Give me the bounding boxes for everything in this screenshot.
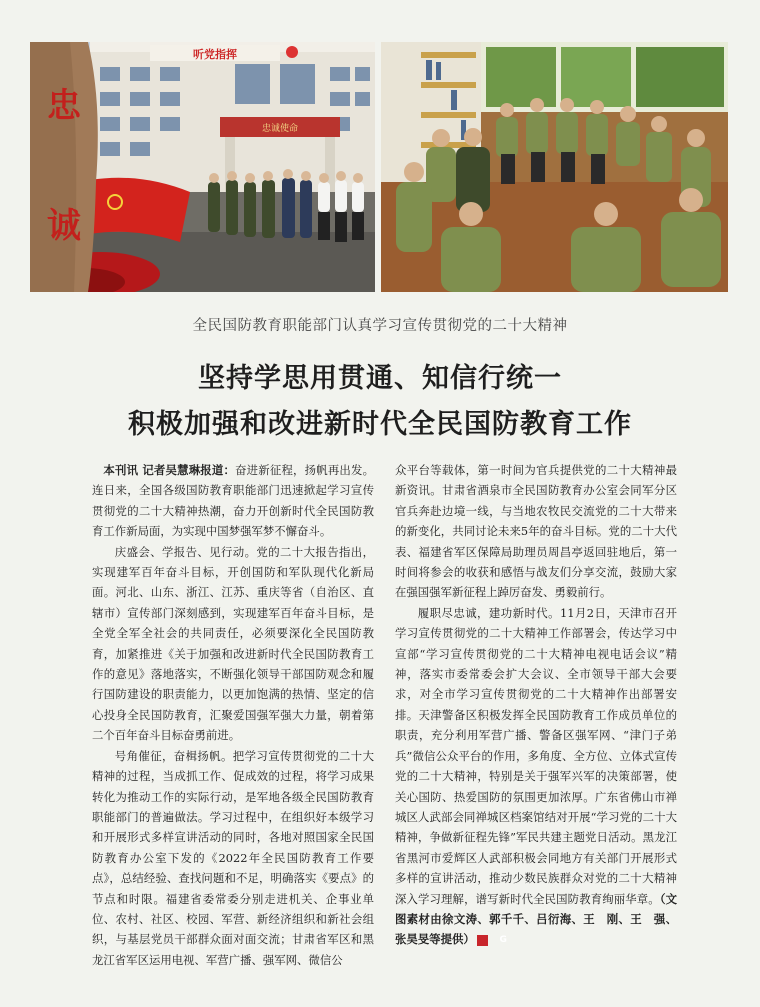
article-subtitle: 全民国防教育职能部门认真学习宣传贯彻党的二十大精神 [192,318,568,334]
photo-flag-ceremony [30,42,375,292]
paragraph-3-part-1: 号角催征，奋楫扬帆。把学习宣传贯彻党的二十大精神的过程，当成抓工作、促成效的过程，将学习成果转化为推动工作的实际行动，是军地各级全民国防教育职能部门的普遍做法。学习过程中，在组织好本级学习和开展形式多样宣讲活动的同时，各地对照国家全民国防教育办公室下发的《2022年全民国防教育工作要点》，总结经验、查找问题和不足，明确落实《要点》的节点和时限。福建省委常委分别走进机关、企事业单位、农村、社区、校园、军营、新经济组织和新社会组织，与基层党员干部群众面对面交流；甘肃省军区和黑龙江省军区运用电视、军营广播、强军网、微信公 [92,748,374,967]
byline: 本刊讯 记者吴慧琳报道： [103,463,236,477]
banner-text: 忠诚使命 [261,124,299,134]
paragraph-1-text: 奋进新征程，扬帆再出发。连日来，全国各级国防教育职能部门迅速掀起学习宣传贯彻党的二十大精神热潮，奋力开创新时代全民国防教育工作新局面，为实现中国梦强军梦不懈奋斗。 [92,463,374,539]
paragraph-4 [395,603,677,950]
headline-line-2: 积极加强和改进新时代全民国防教育工作 [128,409,632,440]
paragraph-4-text: 履职尽忠诚，建功新时代。11月2日，天津市召开学习宣传贯彻党的二十大精神工作部署会，传达学习中宣部“学习宣传贯彻党的二十大精神电视电话会议”精神，落实市委常委会扩大会议、全市领导干部大会要求，对全市学习宣传贯彻党的二十大精神作出部署安排。天津警备区积极发挥全民国防教育工作成员单位的职责，充分利用军营广播、警备区强军网、“津门子弟兵”微信公众平台的作用，多角度、全方位、立体式宣传党的二十大精神，特别是关于强军兴军的决策部署，使关心国防、热爱国防的氛围更加浓厚。广东省佛山市禅城区人武部会同禅城区档案馆结对开展“学习党的二十大精神，争做新征程先锋”军民共建主题党日活动。黑龙江省黑河市爱辉区人武部积极会同地方有关部门开展形式多样的宣讲活动，推动少数民族群众对党的二十大精神深入学习理解，谱写新时代全民国防教育绚丽华章。 [395,605,677,906]
headline-line-1: 坚持学思用贯通、知信行统一 [198,363,562,394]
end-mark-icon: G [477,935,488,946]
sign-text: 听党指挥 [193,48,237,61]
paragraph-1 [92,460,374,542]
paragraph-2: 庆盛会、学报告、见行动。党的二十大报告指出，实现建军百年奋斗目标，开创国防和军队现代化新局面。河北、山东、浙江、江苏、重庆等省（自治区、直辖市）宣传部门深刻感到，实现建军百年奋斗目标，是全党全军全社会的共同责任，必须要深化全民国防教育，加紧推进《关于加强和改进新时代全民国防教育工作的意见》落地落实，不断强化领导干部国防观念和履行国防建设的职责能力，以更加饱满的热情、坚定的信心投身全民国防教育，汇聚爱国强军强大力量，朝着第二个百年奋斗目标奋勇前进。 [92,544,374,743]
stone-char-1: 忠 [47,86,81,126]
article-column-right [395,460,677,950]
stone-char-2: 诚 [47,206,81,246]
paragraph-3-part-2: 众平台等载体，第一时间为官兵提供党的二十大精神最新资讯。甘肃省酒泉市全民国防教育办公室会同军分区官兵奔赴边境一线，与当地农牧民交流党的二十大带来的新变化，共同讨论未来5年的奋斗目标。党的二十大代表、福建省军区保障局助理员周昌亭返回驻地后，第一时间将参会的收获和感悟与战友们分享交流，鼓励大家在强国强军新征程上踔厉奋发、勇毅前行。 [395,463,677,600]
photo-credit: （文图素材由徐文涛、郭千千、吕衍海、王 刚、王 强、张昊旻等提供） [395,891,677,947]
article-column-left [92,460,374,970]
photo-study-session [381,42,728,292]
